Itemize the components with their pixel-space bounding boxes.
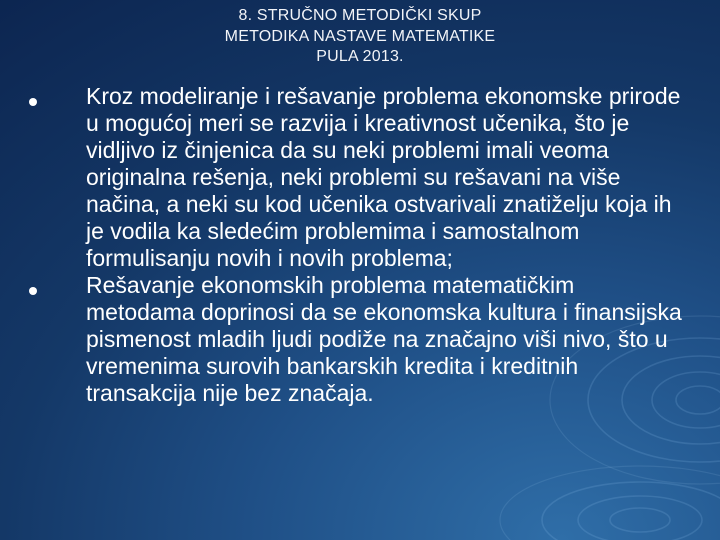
bullet-text: Rešavanje ekonomskih problema matematičkim metodama doprinosi da se ekonomska kultura i finansijska pismenost mladih ljudi podiže na značajno viši nivo, što u vremenima surovih bankarskih kredita i kreditnih transakcija nije bez značaja. bbox=[86, 272, 682, 406]
bullet-item bbox=[0, 272, 720, 407]
header-line-conference: 8. STRUČNO METODIČKI SKUP bbox=[238, 7, 482, 24]
bullet-dot-icon bbox=[29, 287, 37, 295]
bullet-list bbox=[0, 83, 720, 407]
bullet-dot-icon bbox=[29, 98, 37, 106]
header-line-location-year: PULA 2013. bbox=[316, 48, 404, 65]
header-line-topic: METODIKA NASTAVE MATEMATIKE bbox=[224, 27, 496, 45]
slide-header bbox=[0, 6, 720, 68]
bullet-item bbox=[0, 83, 720, 272]
bullet-text: Kroz modeliranje i rešavanje problema ekonomske prirode u mogućoj meri se razvija i kreativnost učenika, što je vidljivo iz činjenica da su neki problemi imali veoma originalna rešenja, neki problemi su rešavani na više načina, a neki su kod učenika ostvarivali znatiželju koja ih je vodila ka sledećim problemima i samostalnom formulisanju novih i novih problema; bbox=[86, 83, 681, 271]
